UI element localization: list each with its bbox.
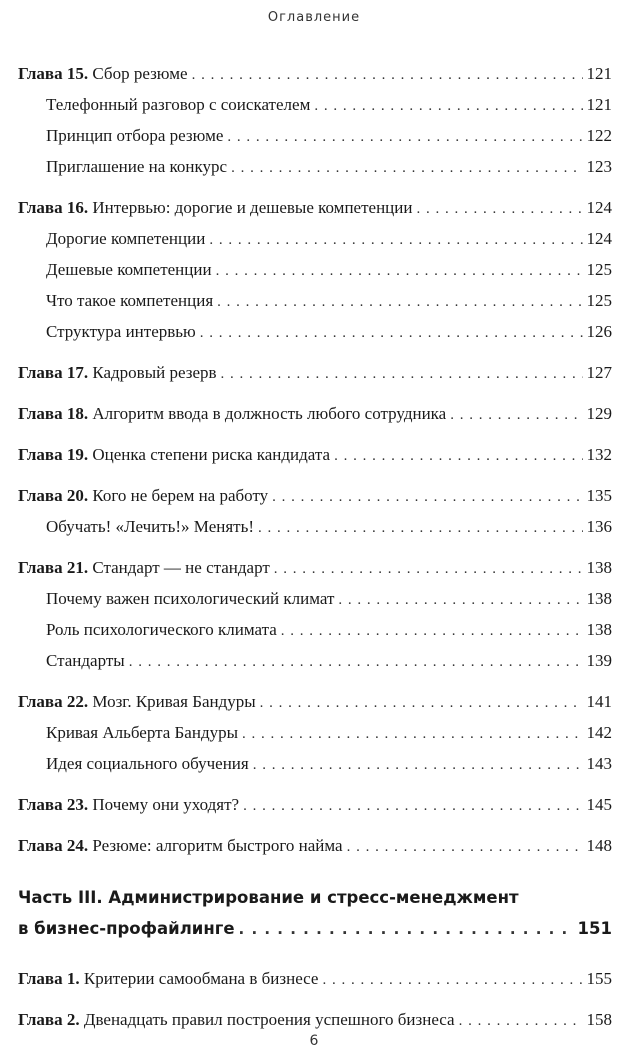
- page-number: 145: [586, 795, 612, 814]
- toc-section[interactable]: [18, 589, 612, 620]
- toc-section[interactable]: [18, 620, 612, 651]
- toc-chapter-20[interactable]: [18, 486, 612, 517]
- leader-dots: [459, 1010, 583, 1031]
- leader-dots: [217, 291, 582, 312]
- leader-dots: [338, 589, 582, 610]
- section-title: Кривая Альберта Бандуры: [46, 723, 239, 742]
- toc-part3-chapter-1[interactable]: [18, 969, 612, 1000]
- leader-dots: [322, 969, 582, 990]
- leader-dots: [221, 363, 583, 384]
- page-number: 126: [586, 322, 612, 341]
- toc-section[interactable]: [18, 651, 612, 682]
- chapter-title: Алгоритм ввода в должность любого сотрудника: [92, 404, 447, 423]
- part-title-line-2: в бизнес-профайлинге: [18, 919, 235, 938]
- leader-dots: [227, 126, 582, 147]
- toc-chapter-21[interactable]: [18, 558, 612, 589]
- leader-dots: [334, 445, 582, 466]
- chapter-number: Глава 20.: [18, 486, 89, 505]
- chapter-title: Резюме: алгоритм быстрого найма: [92, 836, 343, 855]
- leader-dots: [242, 723, 582, 744]
- page-folio: 6: [309, 1033, 319, 1049]
- chapter-title: Почему они уходят?: [92, 795, 240, 814]
- leader-dots: [129, 651, 583, 672]
- section-title: Почему важен психологический климат: [46, 589, 335, 608]
- toc-chapter-16[interactable]: [18, 198, 612, 229]
- chapter-number: Глава 19.: [18, 445, 89, 464]
- leader-dots: [243, 795, 582, 816]
- leader-dots: [231, 157, 582, 178]
- leader-dots: [347, 836, 583, 857]
- page-number: 127: [586, 363, 612, 382]
- page-number: 138: [586, 589, 612, 608]
- section-title: Идея социального обучения: [46, 754, 249, 773]
- section-title: Принцип отбора резюме: [46, 126, 224, 145]
- chapter-title: Сбор резюме: [92, 64, 188, 83]
- page-number: 141: [586, 692, 612, 711]
- chapter-title: Интервью: дорогие и дешевые компетенции: [92, 198, 413, 217]
- leader-dots: [450, 404, 582, 425]
- page-number: 143: [586, 754, 612, 773]
- page-number: 122: [586, 126, 612, 145]
- running-head: Оглавление: [267, 10, 361, 25]
- page-number: 138: [586, 558, 612, 577]
- toc-section[interactable]: [18, 322, 612, 353]
- page-number: 125: [586, 291, 612, 310]
- toc-section[interactable]: [18, 229, 612, 260]
- toc-section[interactable]: [18, 157, 612, 188]
- toc-section[interactable]: [18, 95, 612, 126]
- page-number: 142: [586, 723, 612, 742]
- page-number: 123: [586, 157, 612, 176]
- section-title: Обучать! «Лечить!» Менять!: [46, 517, 255, 536]
- section-title: Телефонный разговор с соискателем: [46, 95, 311, 114]
- leader-dots: [314, 95, 582, 116]
- leader-dots: [281, 620, 583, 641]
- leader-dots: [253, 754, 583, 775]
- chapter-title: Оценка степени риска кандидата: [92, 445, 331, 464]
- section-title: Что такое компетенция: [46, 291, 214, 310]
- chapter-title: Мозг. Кривая Бандуры: [92, 692, 256, 711]
- toc-chapter-18[interactable]: [18, 404, 612, 435]
- chapter-number: Глава 23.: [18, 795, 89, 814]
- page-number: 121: [586, 64, 612, 83]
- section-title: Дорогие компетенции: [46, 229, 206, 248]
- chapter-number: Глава 16.: [18, 198, 89, 217]
- toc-section[interactable]: [18, 517, 612, 548]
- leader-dots: [416, 198, 582, 219]
- page-number: 125: [586, 260, 612, 279]
- page-number: 138: [586, 620, 612, 639]
- toc-chapter-17[interactable]: [18, 363, 612, 394]
- page-number: 151: [577, 919, 612, 938]
- section-title: Приглашение на конкурс: [46, 157, 228, 176]
- page-number: 155: [586, 969, 612, 988]
- leader-dots: [216, 260, 583, 281]
- chapter-number: Глава 21.: [18, 558, 89, 577]
- toc-section[interactable]: [18, 260, 612, 291]
- toc-section[interactable]: [18, 723, 612, 754]
- page-number: 124: [586, 229, 612, 248]
- page-number: 132: [586, 445, 612, 464]
- leader-dots: [200, 322, 583, 343]
- chapter-number: Глава 2.: [18, 1010, 80, 1029]
- chapter-title: Кадровый резерв: [92, 363, 217, 382]
- leader-dots: [260, 692, 583, 713]
- page-number: 124: [586, 198, 612, 217]
- toc-chapter-23[interactable]: [18, 795, 612, 826]
- chapter-number: Глава 24.: [18, 836, 89, 855]
- page-number: 158: [586, 1010, 612, 1029]
- leader-dots: [209, 229, 582, 250]
- chapter-title: Стандарт — не стандарт: [92, 558, 270, 577]
- leader-dots: [258, 517, 582, 538]
- part-title-line-1: Часть III. Администрирование и стресс-менеджмент: [18, 888, 519, 907]
- section-title: Структура интервью: [46, 322, 196, 341]
- leader-dots: [239, 918, 574, 940]
- chapter-title: Критерии самообмана в бизнесе: [83, 969, 319, 988]
- toc-part-3[interactable]: [18, 918, 612, 949]
- page-number: 121: [586, 95, 612, 114]
- toc-chapter-15[interactable]: [18, 64, 612, 95]
- chapter-number: Глава 22.: [18, 692, 89, 711]
- chapter-number: Глава 1.: [18, 969, 80, 988]
- section-title: Стандарты: [46, 651, 125, 670]
- toc-chapter-19[interactable]: [18, 445, 612, 476]
- toc-section[interactable]: [18, 754, 612, 785]
- leader-dots: [274, 558, 583, 579]
- chapter-title: Кого не берем на работу: [92, 486, 269, 505]
- section-title: Дешевые компетенции: [46, 260, 212, 279]
- section-title: Роль психологического климата: [46, 620, 277, 639]
- chapter-number: Глава 15.: [18, 64, 89, 83]
- toc-chapter-24[interactable]: [18, 836, 612, 867]
- chapter-number: Глава 17.: [18, 363, 89, 382]
- toc-section[interactable]: [18, 291, 612, 322]
- page-number: 129: [586, 404, 612, 423]
- page-number: 135: [586, 486, 612, 505]
- leader-dots: [272, 486, 582, 507]
- table-of-contents: [18, 64, 612, 1041]
- toc-chapter-22[interactable]: [18, 692, 612, 723]
- leader-dots: [192, 64, 583, 85]
- chapter-title: Двенадцать правил построения успешного бизнеса: [83, 1010, 455, 1029]
- page-number: 139: [586, 651, 612, 670]
- chapter-number: Глава 18.: [18, 404, 89, 423]
- page-number: 136: [586, 517, 612, 536]
- toc-section[interactable]: [18, 126, 612, 157]
- page-number: 148: [586, 836, 612, 855]
